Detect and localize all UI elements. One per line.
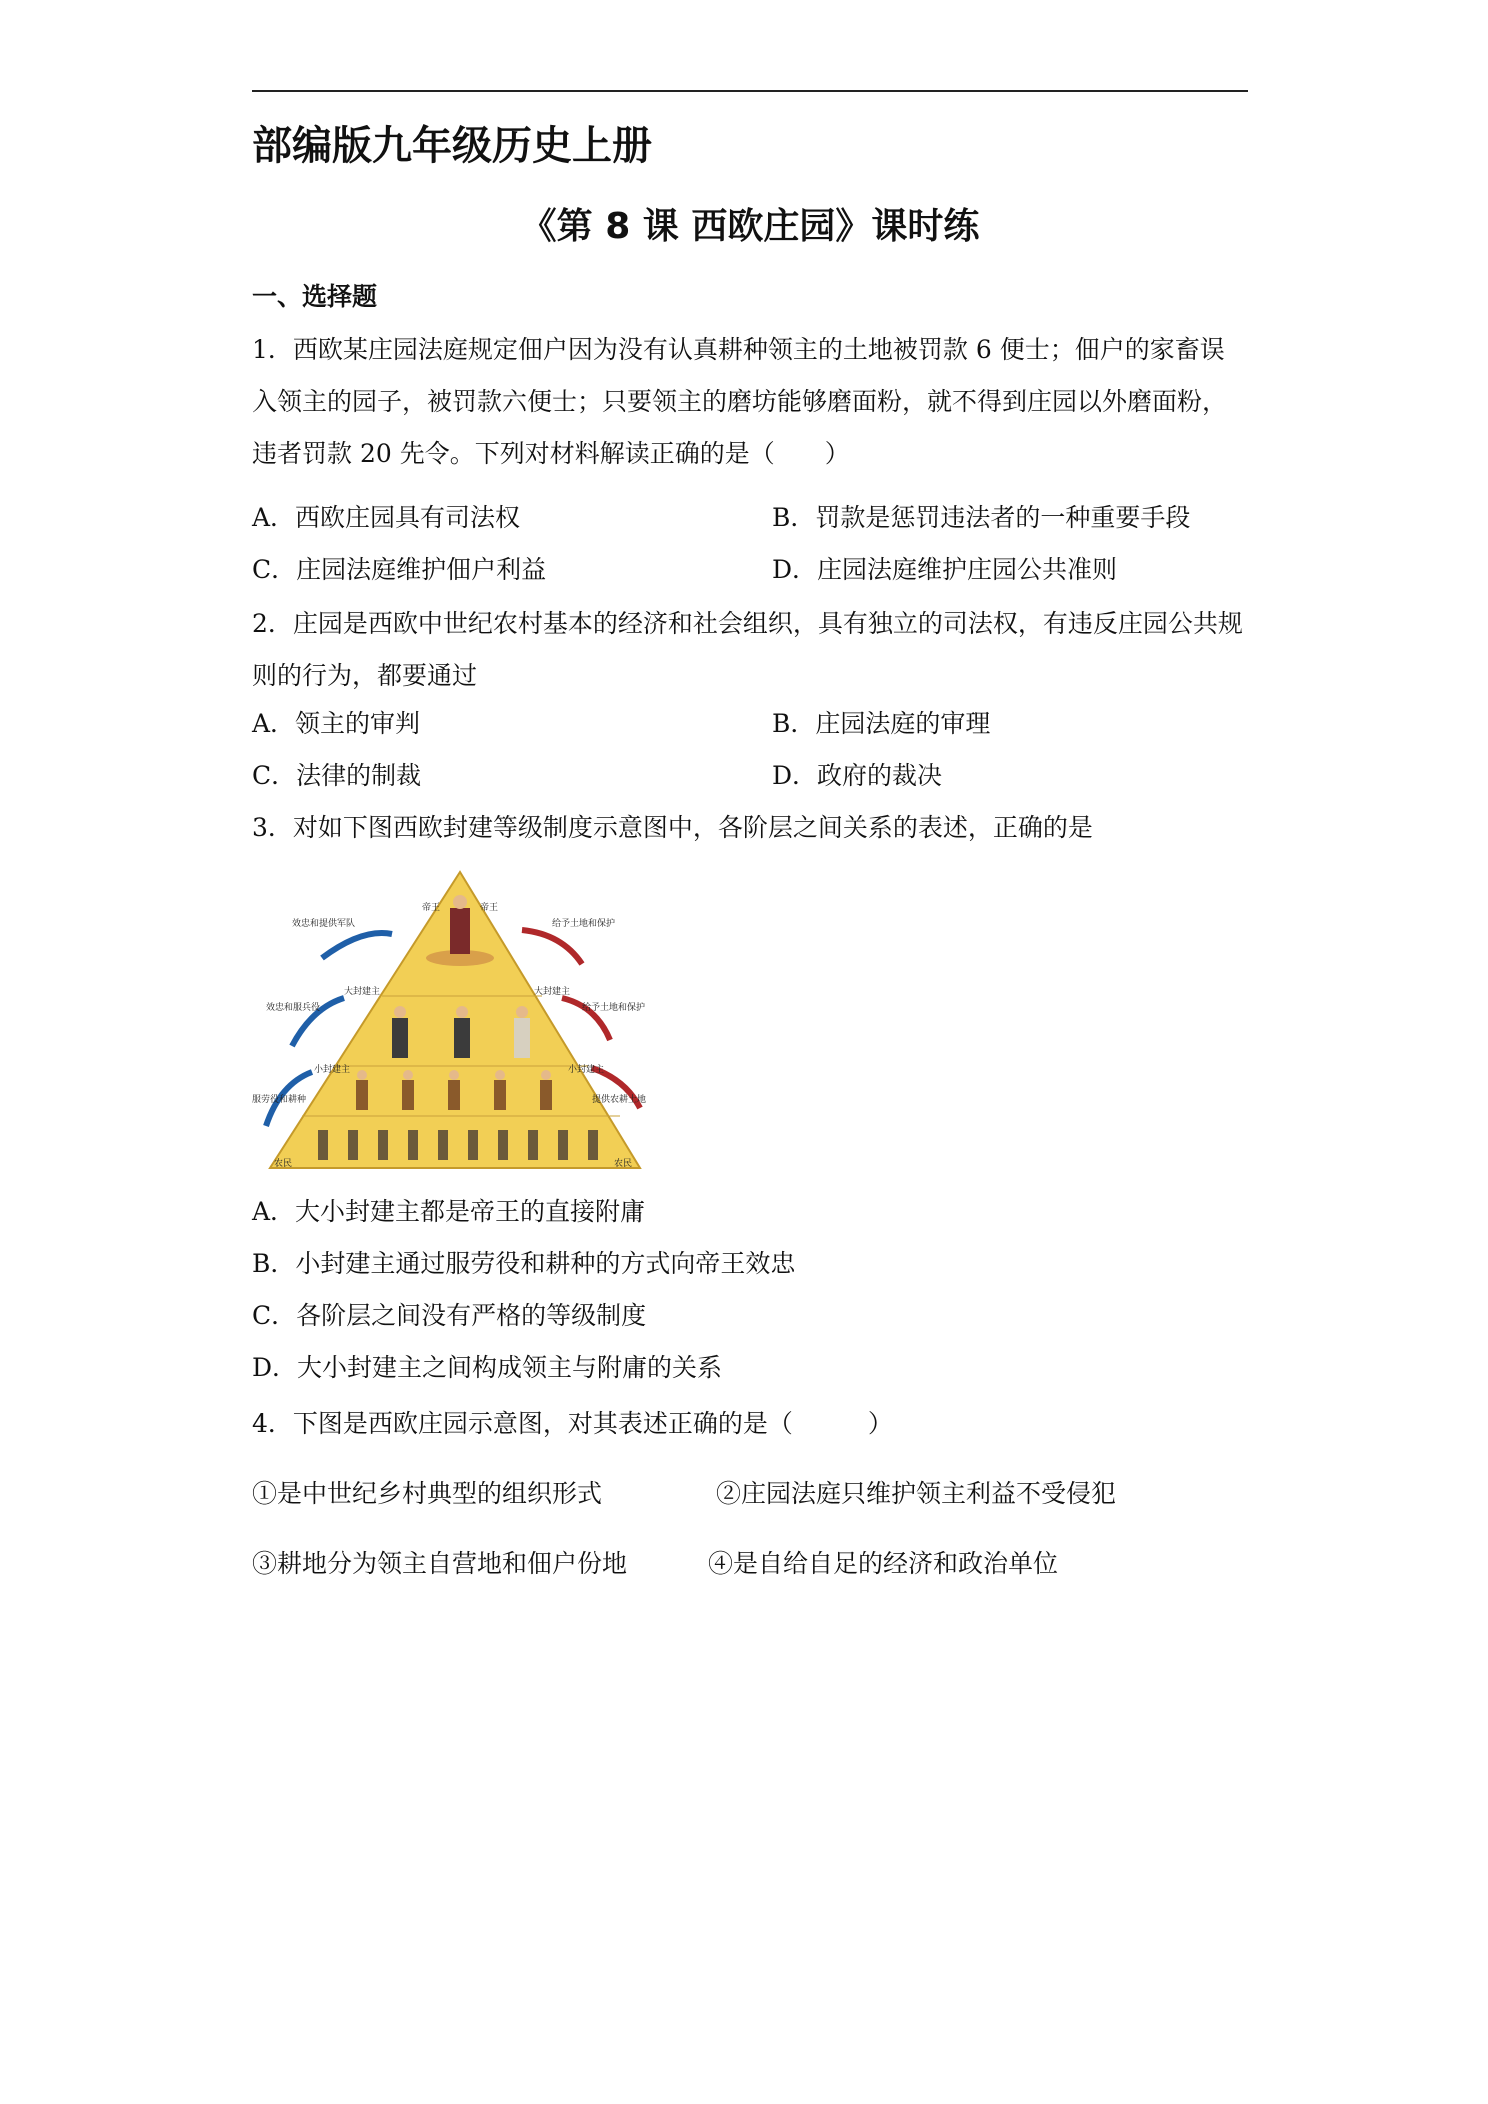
q4-statement-3: ③耕地分为领主自营地和佃户份地: [252, 1549, 628, 1578]
question-4-stem: 4．下图是西欧庄园示意图，对其表述正确的是（ ）: [252, 1409, 893, 1438]
q3-option-a: A．大小封建主都是帝王的直接附庸: [252, 1197, 646, 1226]
question-1-stem: 1．西欧某庄园法庭规定佃户因为没有认真耕种领主的土地被罚款 6 便士；佃户的家畜误入领主的园子，被罚款六便士；只要领主的磨坊能够磨面粉，就不得到庄园以外磨面粉，违者罚款 20 先令。下列对材料解读正确的是（ ）: [252, 335, 1228, 468]
page-title: 部编版九年级历史上册: [252, 123, 652, 169]
tier-left-king: 帝王: [422, 903, 441, 913]
tier-right-lesser-lord: 小封建主: [568, 1065, 605, 1075]
arrow-label-right-3: 提供农耕土地: [592, 1095, 647, 1105]
q4-statement-2: ②庄园法庭只维护领主利益不受侵犯: [716, 1479, 1117, 1508]
tier-left-peasant: 农民: [274, 1159, 293, 1169]
q1-option-a: A．西欧庄园具有司法权: [252, 503, 521, 532]
header-rule: [252, 90, 1248, 92]
tier-right-king: 帝王: [480, 903, 499, 913]
q1-option-c: C．庄园法庭维护佃户利益: [252, 555, 547, 584]
q3-option-d: D．大小封建主之间构成领主与附庸的关系: [252, 1353, 723, 1382]
arrow-label-left-1: 效忠和提供军队: [292, 919, 356, 929]
arrow-label-left-2: 效忠和服兵役: [266, 1003, 321, 1013]
q2-option-b: B．庄园法庭的审理: [772, 709, 991, 738]
feudal-hierarchy-figure: [252, 868, 664, 1172]
lesson-title: 《第 8 课 西欧庄园》课时练: [520, 206, 980, 247]
tier-right-great-lord: 大封建主: [534, 987, 571, 997]
q1-option-b: B．罚款是惩罚违法者的一种重要手段: [772, 503, 1191, 532]
tier-right-peasant: 农民: [614, 1159, 633, 1169]
tier-left-lesser-lord: 小封建主: [314, 1065, 351, 1075]
q3-option-b: B．小封建主通过服劳役和耕种的方式向帝王效忠: [252, 1249, 796, 1278]
q4-statement-4: ④是自给自足的经济和政治单位: [708, 1549, 1059, 1578]
q1-option-d: D．庄园法庭维护庄园公共准则: [772, 555, 1118, 584]
q4-statement-1: ①是中世纪乡村典型的组织形式: [252, 1479, 603, 1508]
arrow-label-right-1: 给予土地和保护: [552, 919, 616, 929]
arrow-label-right-2: 给予土地和保护: [582, 1003, 646, 1013]
q3-option-c: C．各阶层之间没有严格的等级制度: [252, 1301, 647, 1330]
q2-option-c: C．法律的制裁: [252, 761, 422, 790]
question-2-stem: 2．庄园是西欧中世纪农村基本的经济和社会组织，具有独立的司法权，有违反庄园公共规则的行为，都要通过: [252, 609, 1243, 690]
arrow-label-left-3: 服劳役和耕种: [252, 1095, 307, 1105]
q2-option-a: A．领主的审判: [252, 709, 421, 738]
question-3-stem: 3．对如下图西欧封建等级制度示意图中，各阶层之间关系的表述，正确的是: [252, 813, 1093, 842]
section-heading: 一、选择题: [252, 282, 378, 311]
tier-left-great-lord: 大封建主: [344, 987, 381, 997]
q2-option-d: D．政府的裁决: [772, 761, 943, 790]
